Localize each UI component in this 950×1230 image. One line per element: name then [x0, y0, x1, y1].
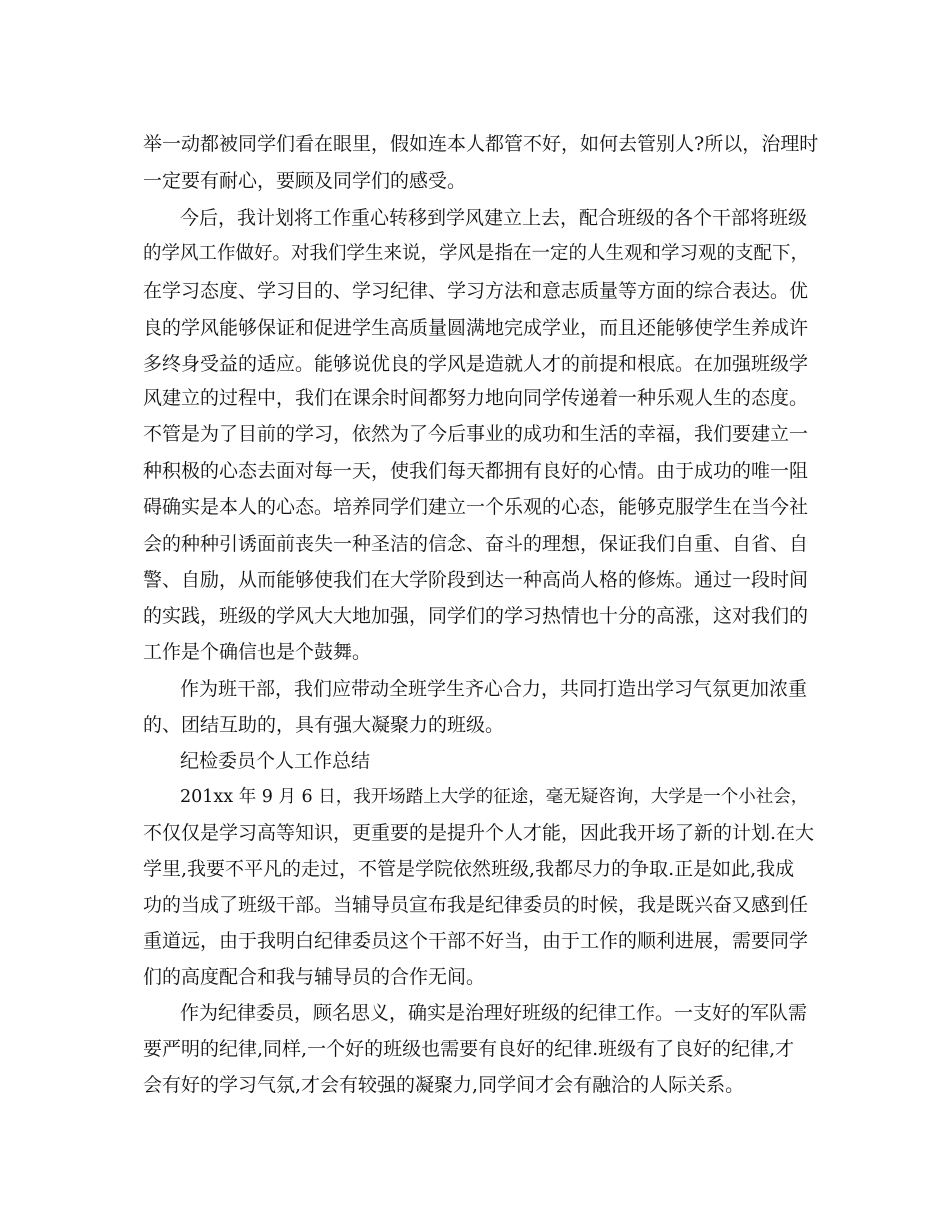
- text-line: 重道远，由于我明白纪律委员这个干部不好当，由于工作的顺利进展，需要同学: [143, 930, 809, 952]
- text-line: 举一动都被同学们看在眼里，假如连本人都管不好，如何去管别人?所以，治理时: [143, 133, 819, 155]
- text-line: 的学风工作做好。对我们学生来说，学风是指在一定的人生观和学习观的支配下，: [143, 243, 810, 264]
- text-line: 的、团结互助的，具有强大凝聚力的班级。: [143, 714, 505, 736]
- section-heading: 纪检委员个人工作总结: [180, 750, 371, 772]
- text-line: 会有好的学习气氛,才会有较强的凝聚力,同学间才会有融洽的人际关系。: [143, 1074, 745, 1096]
- text-line: 工作是个确信也是个鼓舞。: [143, 641, 372, 663]
- text-line: 风建立的过程中，我们在课余时间都努力地向同学传递着一种乐观人生的态度。: [143, 387, 809, 409]
- text-line: 学里,我要不平凡的走过，不管是学院依然班级,我都尽力的争取.正是如此,我成: [143, 858, 795, 880]
- text-line: 碍确实是本人的心态。培养同学们建立一个乐观的心态，能够克服学生在当今社: [143, 496, 809, 518]
- text-line: 在学习态度、学习目的、学习纪律、学习方法和意志质量等方面的综合表达。优: [143, 280, 809, 302]
- text-line: 一定要有耐心，要顾及同学们的感受。: [143, 170, 467, 192]
- text-line: 201xx 年 9 月 6 日，我开场踏上大学的征途，毫无疑咨询，大学是一个小社会，: [180, 787, 809, 807]
- text-line: 要严明的纪律,同样,一个好的班级也需要有良好的纪律.班级有了良好的纪律,才: [143, 1038, 795, 1060]
- text-line: 功的当成了班级干部。当辅导员宣布我是纪律委员的时候，我是既兴奋又感到任: [143, 894, 809, 916]
- text-line: 不仅仅是学习高等知识，更重要的是提升个人才能，因此我开场了新的计划.在大: [143, 822, 815, 844]
- text-line: 多终身受益的适应。能够说优良的学风是造就人才的前提和根底。在加强班级学: [143, 353, 809, 375]
- text-line: 会的种种引诱面前丧失一种圣洁的信念、奋斗的理想，保证我们自重、自省、自: [143, 533, 809, 555]
- text-line: 的实践，班级的学风大大地加强，同学们的学习热情也十分的高涨，这对我们的: [143, 605, 809, 627]
- text-line: 不管是为了目前的学习，依然为了今后事业的成功和生活的幸福，我们要建立一: [143, 423, 809, 445]
- text-line: 们的高度配合和我与辅导员的合作无间。: [143, 966, 486, 988]
- text-line: 作为班干部，我们应带动全班学生齐心合力，共同打造出学习气氛更加浓重: [180, 678, 808, 700]
- text-line: 种积极的心态去面对每一天，使我们每天都拥有良好的心情。由于成功的唯一阻: [143, 460, 809, 482]
- text-line: 良的学风能够保证和促进学生高质量圆满地完成学业，而且还能够使学生养成许: [143, 317, 809, 339]
- text-line: 今后，我计划将工作重心转移到学风建立上去，配合班级的各个干部将班级: [180, 207, 808, 229]
- text-line: 作为纪律委员，顾名思义，确实是治理好班级的纪律工作。一支好的军队需: [180, 1002, 808, 1024]
- text-line: 警、自励，从而能够使我们在大学阶段到达一种高尚人格的修炼。通过一段时间: [143, 569, 809, 591]
